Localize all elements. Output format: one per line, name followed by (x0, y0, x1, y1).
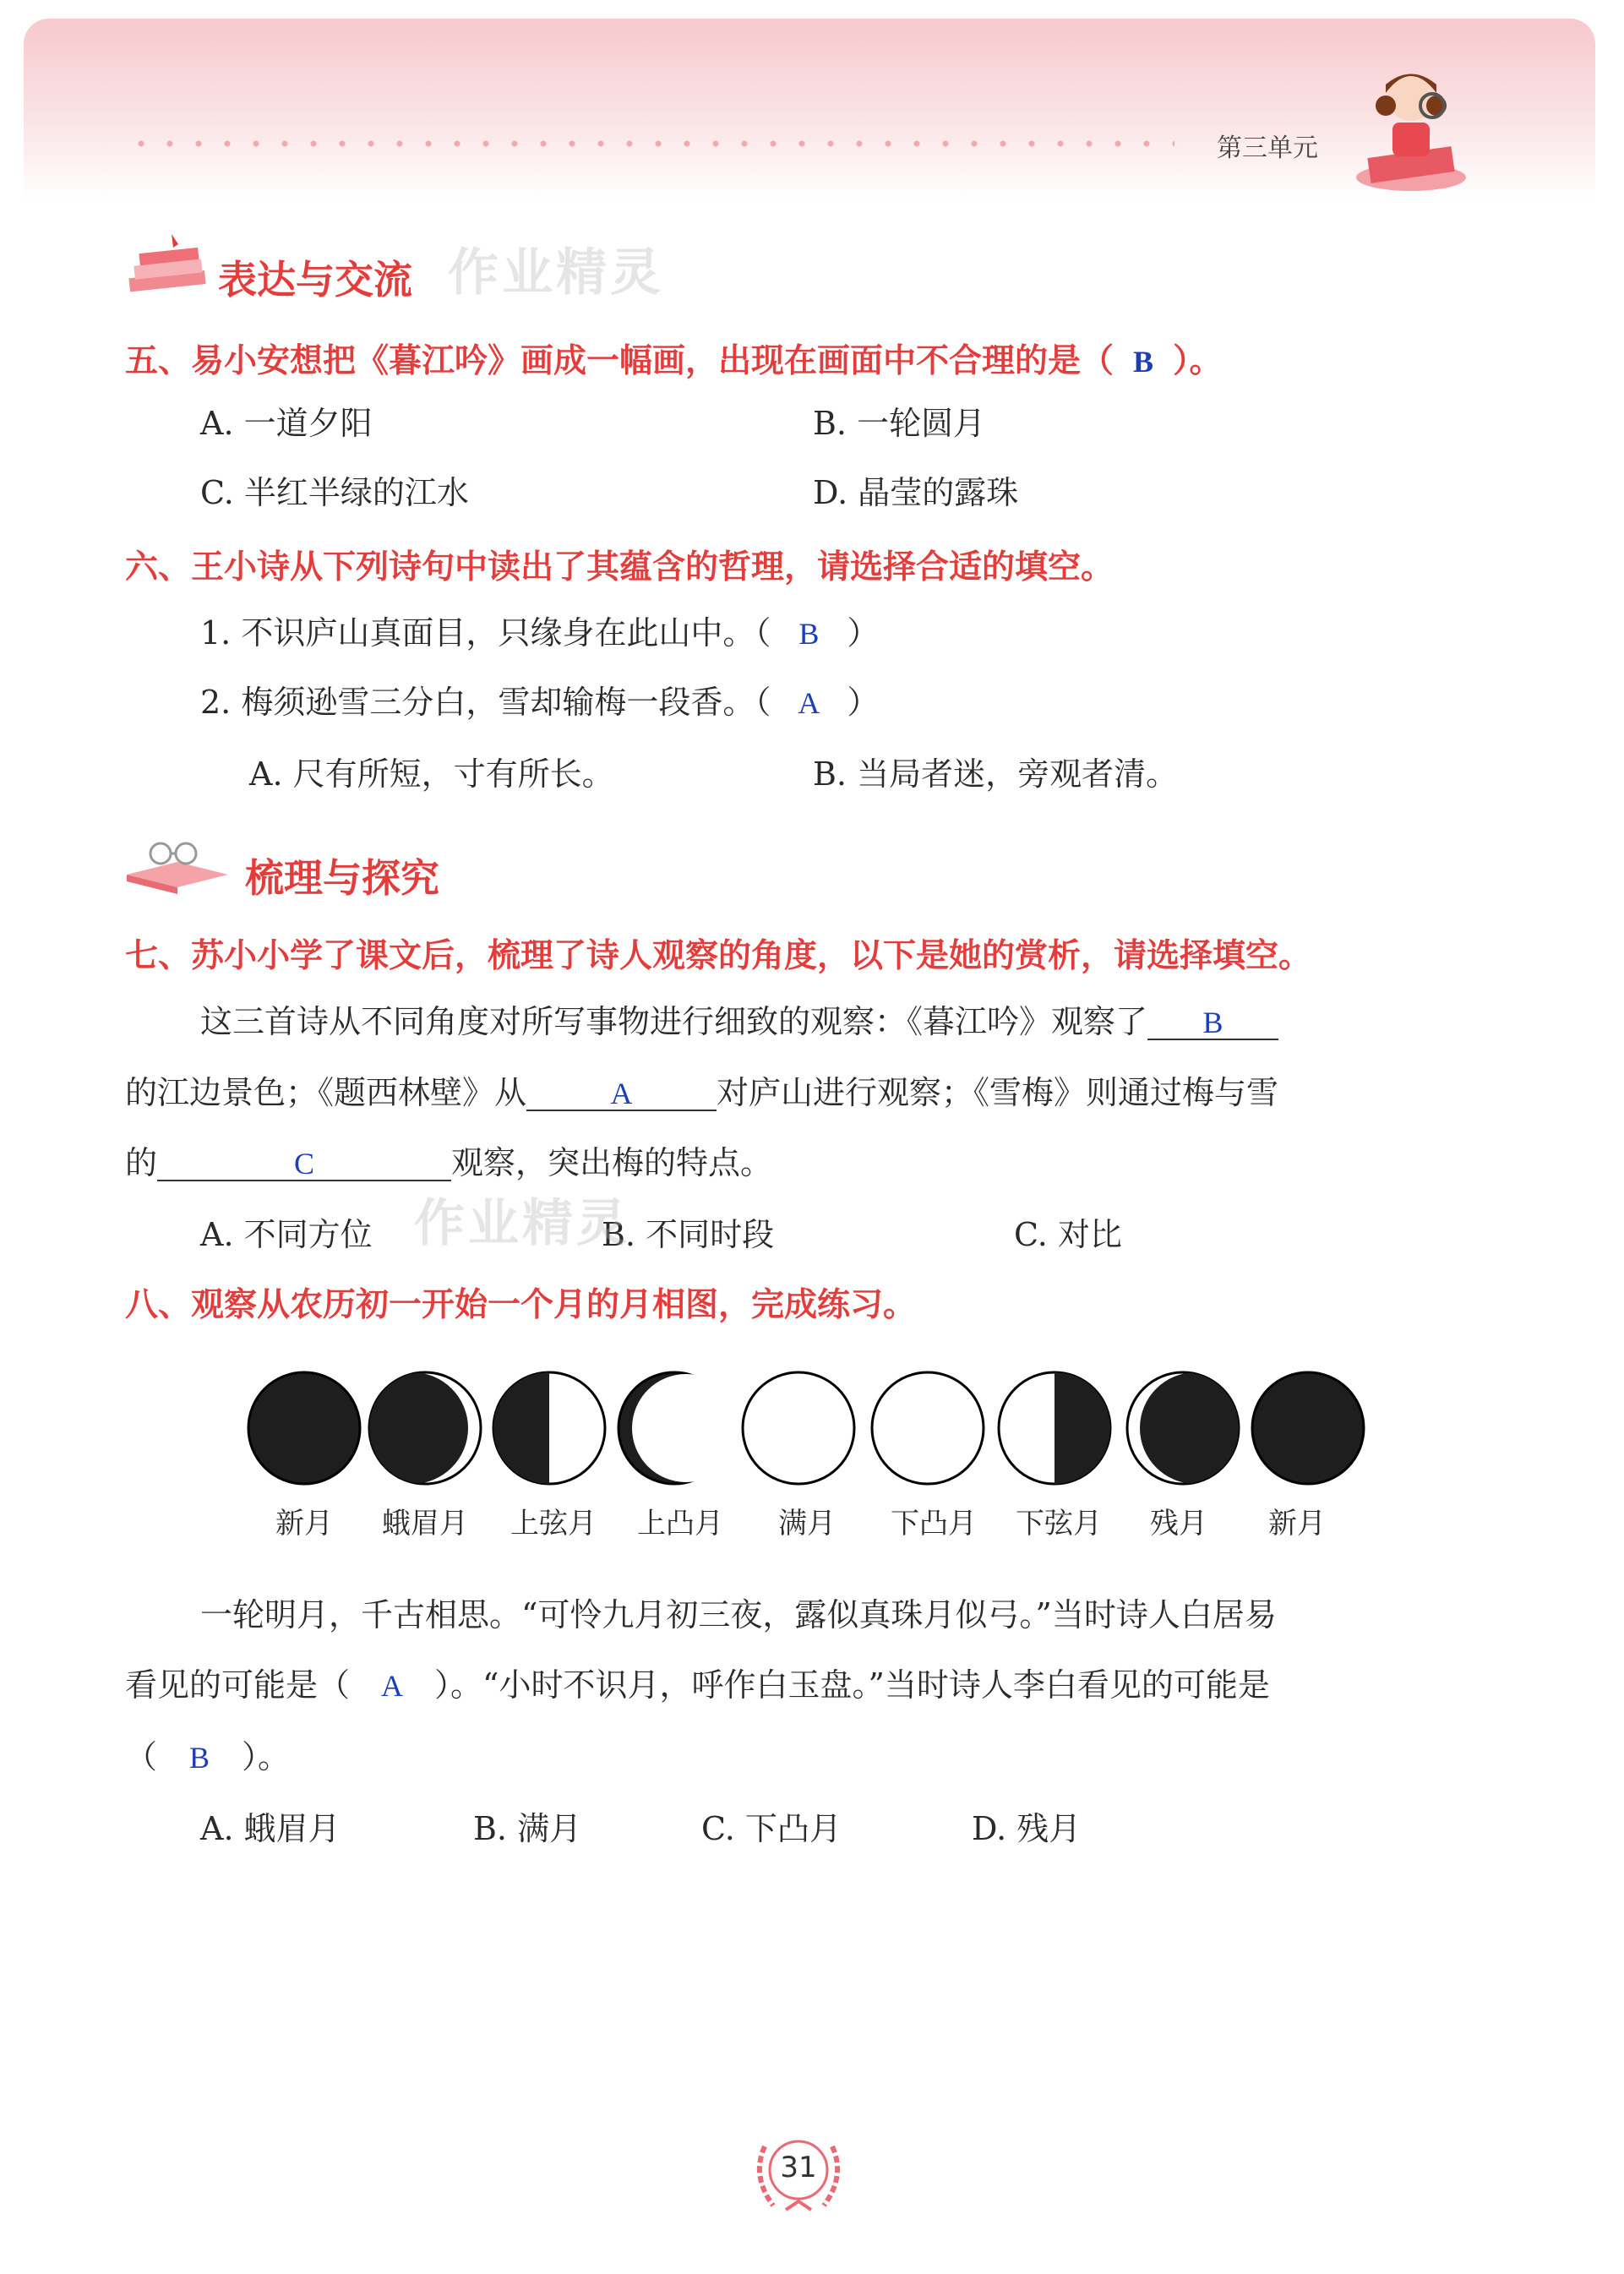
moon-label-2: 蛾眉月 (382, 1507, 468, 1541)
q7-line3: 的 C 观察，突出梅的特点。 (125, 1144, 773, 1181)
section-title-expression: 表达与交流 (218, 257, 412, 303)
q7-option-c: C. 对比 (1014, 1216, 1122, 1253)
q8-option-d: D. 残月 (972, 1810, 1082, 1847)
moon-crescent-waning (1127, 1372, 1251, 1484)
q7-option-a: A. 不同方位 (200, 1216, 373, 1253)
moon-label-3: 上弦月 (510, 1507, 597, 1541)
q8-answer1: A (381, 1669, 404, 1703)
header-dots (127, 139, 1174, 148)
q5-title: 五、易小安想把《暮江吟》画成一幅画，出现在画面中不合理的是（ B ）。 (125, 342, 1223, 380)
q6-item2: 2. 梅须逊雪三分白，雪却输梅一段香。（ A ） (200, 684, 880, 721)
q8-option-c: C. 下凸月 (701, 1810, 842, 1847)
watermark-top: 作业精灵 (448, 243, 664, 303)
moon-new-1 (248, 1372, 360, 1484)
q8-para2: 看见的可能是（ A ）。“小时不识月，呼作白玉盘。”当时诗人李白看见的可能是 (125, 1666, 1270, 1704)
q5-option-b: B. 一轮圆月 (813, 405, 986, 442)
girl-reading-icon (1352, 59, 1470, 194)
moon-label-1: 新月 (275, 1507, 333, 1541)
moon-new-2 (1252, 1372, 1364, 1484)
moon-label-5: 满月 (778, 1507, 836, 1541)
q7-line1: 这三首诗从不同角度对所写事物进行细致的观察：《暮江吟》观察了 B (200, 995, 1278, 1042)
q7-blank1: B (1147, 1005, 1278, 1040)
unit-label: 第三单元 (1217, 134, 1318, 163)
moon-crescent-waxing (357, 1372, 481, 1484)
moon-label-7: 下弦月 (1016, 1507, 1102, 1541)
moon-label-6: 下凸月 (891, 1507, 977, 1541)
moon-label-9: 新月 (1268, 1507, 1326, 1541)
q5-option-c: C. 半红半绿的江水 (200, 474, 469, 511)
q7-option-b: B. 不同时段 (602, 1216, 775, 1253)
moon-label-8: 残月 (1150, 1507, 1207, 1541)
glasses-book-icon (123, 828, 232, 896)
q8-answer2: B (189, 1741, 210, 1775)
q7-line2: 的江边景色；《题西林壁》从 A 对庐山进行观察；《雪梅》则通过梅与雪 (125, 1074, 1279, 1111)
q6-title: 六、王小诗从下列诗句中读出了其蕴含的哲理，请选择合适的填空。 (125, 548, 1114, 586)
q6-item1-answer: B (798, 617, 820, 651)
q7-title: 七、苏小小学了课文后，梳理了诗人观察的角度，以下是她的赏析，请选择填空。 (125, 937, 1312, 975)
moon-waxing-gibbous (619, 1372, 740, 1484)
q8-para3: （ B ）。 (125, 1738, 291, 1775)
q8-option-a: A. 蛾眉月 (200, 1810, 341, 1847)
q6-item1: 1. 不识庐山真面目，只缘身在此山中。（ B ） (200, 614, 880, 652)
page-number: 31 (780, 2151, 817, 2184)
moon-phase-diagram (245, 1369, 1369, 1487)
q8-title: 八、观察从农历初一开始一个月的月相图，完成练习。 (125, 1286, 917, 1324)
q6-option-a: A. 尺有所短，寸有所长。 (249, 755, 614, 793)
q7-blank2: A (526, 1076, 717, 1111)
section-title-explore: 梳理与探究 (245, 855, 439, 901)
q5-option-d: D. 晶莹的露珠 (813, 474, 1019, 511)
q5-option-a: A. 一道夕阳 (200, 405, 373, 442)
q5-answer: B (1133, 345, 1154, 379)
q8-option-b: B. 满月 (473, 1810, 582, 1847)
moon-full (743, 1372, 854, 1484)
moon-label-4: 上凸月 (637, 1507, 723, 1541)
q6-item2-answer: A (798, 686, 820, 720)
q6-option-b: B. 当局者迷，旁观者清。 (813, 755, 1179, 793)
q7-blank3: C (157, 1146, 451, 1181)
moon-last-quarter (999, 1372, 1110, 1484)
moon-first-quarter (493, 1372, 605, 1484)
watermark-middle: 作业精灵 (414, 1194, 630, 1253)
books-icon (123, 232, 211, 300)
q8-para1: 一轮明月，千古相思。“可怜九月初三夜，露似真珠月似弓。”当时诗人白居易 (200, 1596, 1277, 1633)
